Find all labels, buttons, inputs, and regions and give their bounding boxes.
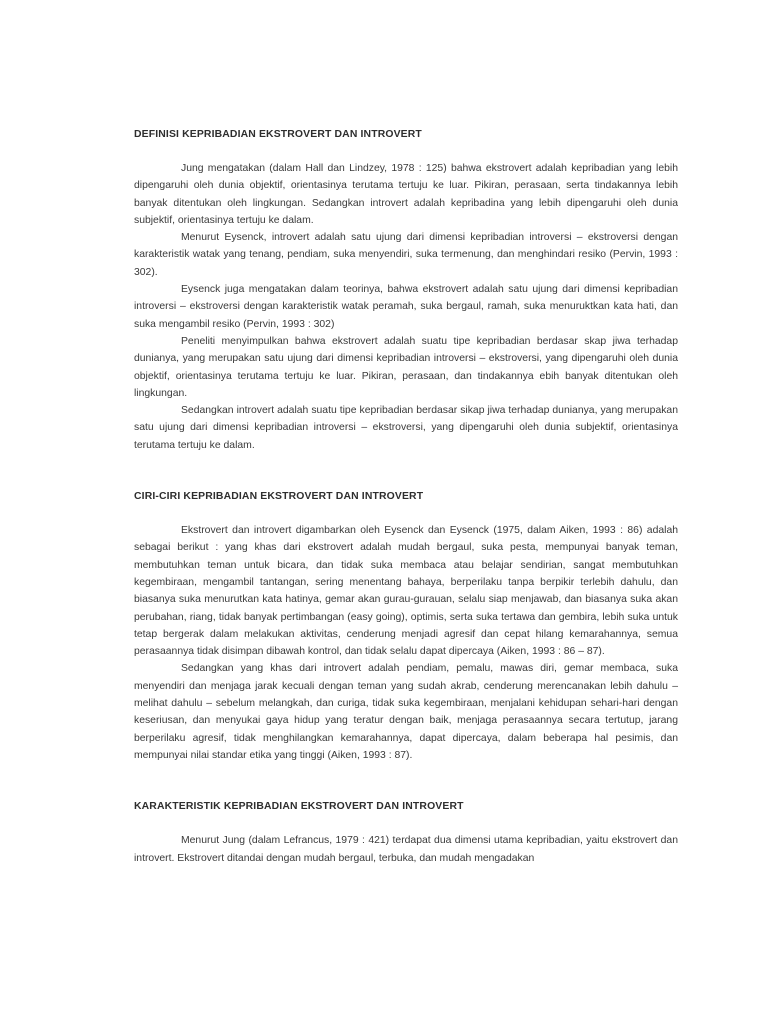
section-heading: DEFINISI KEPRIBADIAN EKSTROVERT DAN INTROVERT	[134, 129, 422, 140]
paragraph: Peneliti menyimpulkan bahwa ekstrovert adalah suatu tipe kepribadian berdasar skap jiwa terhadap dunianya, yang merupakan satu ujung dari dimensi kepribadian introversi – ekstroversi, yang dipengaruhi oleh dunia objektif, orientasinya terutama tertuju ke luar. Pikiran, perasaan, dan tindakannya ebih banyak ditentukan oleh lingkungan.	[134, 335, 678, 399]
section-ciri-ciri	[134, 488, 678, 764]
paragraph: Ekstrovert dan introvert digambarkan oleh Eysenck dan Eysenck (1975, dalam Aiken, 1993 : 86) adalah sebagai berikut : yang khas dari ekstrovert adalah mudah bergaul, suka pesta, mempunyai banyak teman, membutuhkan teman untuk bicara, dan tidak suka membaca atau belajar sendirian, sangat membutuhkan kegembiraan, mengambil tantangan, sering menentang bahaya, berperilaku tanpa berpikir terlebih dahulu, dan biasanya suka menurutkan kata hatinya, gemar akan gurau-gurauan, selalu siap menjawab, dan biasanya suka akan perubahan, riang, tidak banyak pertimbangan (easy going), optimis, serta suka tertawa dan gembira, lebih suka untuk tetap bergerak dalam melakukan aktivitas, cenderung menjadi agresif dan cepat hilang kemarahannya, semua perasaannya tidak disimpan dibawah kontrol, dan tidak selalu dapat dipercaya (Aiken, 1993 : 86 – 87).	[134, 525, 678, 658]
section-definisi	[134, 126, 678, 454]
paragraph: Menurut Jung (dalam Lefrancus, 1979 : 421) terdapat dua dimensi utama kepribadian, yaitu ekstrovert dan introvert. Ekstrovert ditandai dengan mudah bergaul, terbuka, dan mudah mengadakan	[134, 835, 678, 864]
document-page	[134, 126, 678, 867]
paragraph: Sedangkan introvert adalah suatu tipe kepribadian berdasar sikap jiwa terhadap dunianya, yang merupakan satu ujung dari dimensi kepribadian introversi – ekstroversi, yang dipengaruhi oleh dunia subjektif, orientasinya terutama tertuju ke dalam.	[134, 405, 678, 451]
paragraph: Menurut Eysenck, introvert adalah satu ujung dari dimensi kepribadian introversi – ekstroversi dengan karakteristik watak yang tenang, pendiam, suka menyendiri, suka termenung, dan menghindari resiko (Pervin, 1993 : 302).	[134, 232, 678, 278]
section-heading: KARAKTERISTIK KEPRIBADIAN EKSTROVERT DAN INTROVERT	[134, 801, 464, 813]
paragraph: Jung mengatakan (dalam Hall dan Lindzey, 1978 : 125) bahwa ekstrovert adalah kepribadian yang lebih dipengaruhi oleh dunia objektif, orientasinya terutama tertuju ke luar. Pikiran, perasaan, serta tindakannya lebih banyak ditentukan oleh lingkungan. Sedangkan introvert adalah kepribadina yang lebih dipengaruhi oleh dunia subjektif, orientasinya tertuju ke dalam.	[134, 163, 678, 226]
section-spacer	[134, 764, 678, 798]
paragraph: Sedangkan yang khas dari introvert adalah pendiam, pemalu, mawas diri, gemar membaca, suka menyendiri dan menjaga jarak kecuali dengan teman yang sudah akrab, cenderung merencanakan lebih dahulu – melihat dahulu – sebelum melangkah, dan curiga, tidak suka kegembiraan, menjalani kehidupan sehari-hari dengan keseriusan, dan menyukai gaya hidup yang teratur dengan baik, menjaga perasaannya secara tertutup, jarang berperilaku agresif, tidak menghilangkan kemarahannya, dapat dipercaya, dalam beberapa hal pesimis, dan mempunyai nilai standar etika yang tinggi (Aiken, 1993 : 87).	[134, 663, 678, 761]
section-heading: CIRI-CIRI KEPRIBADIAN EKSTROVERT DAN INTROVERT	[134, 491, 424, 503]
paragraph: Eysenck juga mengatakan dalam teorinya, bahwa ekstrovert adalah satu ujung dari dimensi kepribadian introversi – ekstroversi dengan karakteristik watak peramah, suka bergaul, ramah, suka menuruktkan kata hati, dan suka mengambil resiko (Pervin, 1993 : 302)	[134, 284, 678, 330]
section-spacer	[134, 454, 678, 488]
section-karakteristik	[134, 798, 678, 867]
